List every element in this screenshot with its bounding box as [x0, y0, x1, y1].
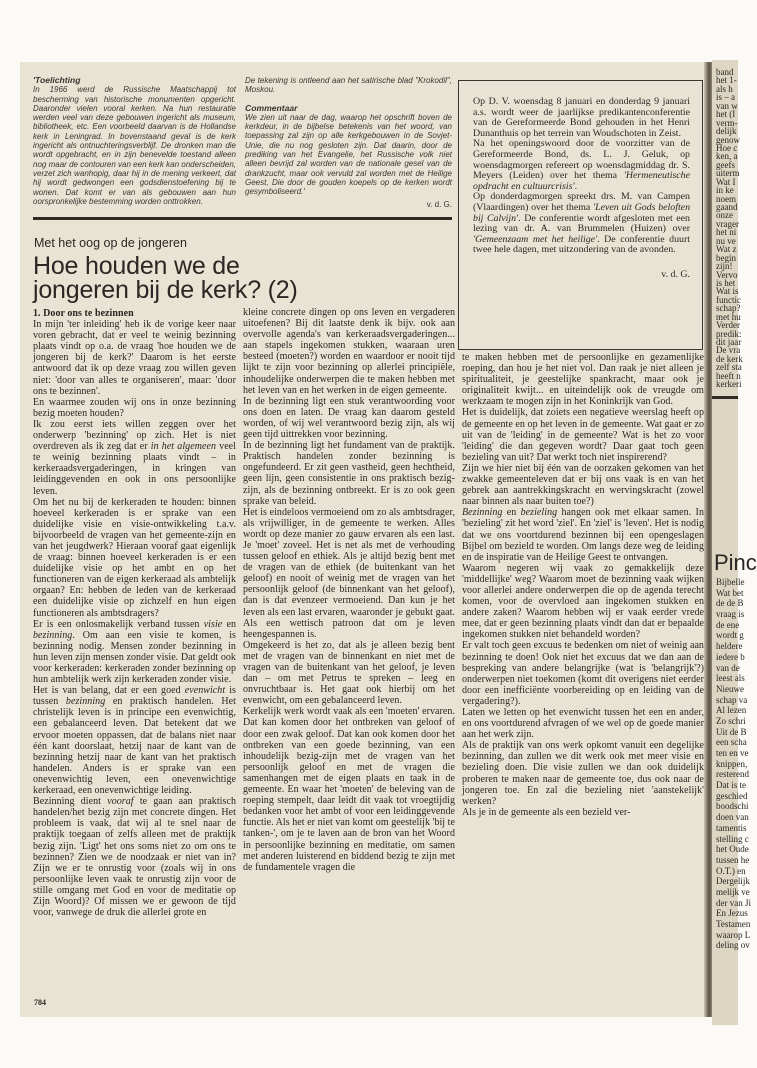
fragment-line: heeft n [716, 370, 741, 381]
fragment-line: verm- [716, 117, 738, 128]
fragment-line: vraag is [716, 609, 745, 620]
fragment-line: waarop L [716, 929, 751, 940]
section-heading: 1. Door ons te bezinnen [33, 308, 134, 319]
fragment-line: zijn! [716, 261, 733, 272]
fragment-line: vrager [716, 218, 739, 229]
fragment-line: gaand [716, 202, 738, 212]
column-body [243, 307, 455, 873]
commentary-text: We zien uit naar de dag, waarop het opschrift boven de kerkdeur, in de bijbelse betekenis van het woord, van toepassing zal zijn op alle kerkgebouwen in de Sovjet-Unie, die nu nog gesloten zijn. Dat daarin, door de prediking van het Evangelie, het Russische volk niet alleen bevrijd zal worden van de nationale gesel van de drankzucht, maar ook vervuld zal worden met de Heilige Geest, Die door de gouden koepels op de kerken wordt gesymboliseerd.' [245, 112, 452, 197]
fragment-line: met hu [716, 311, 741, 322]
fragment-line: zelf sta [716, 362, 742, 373]
fragment-line: doen van [716, 812, 749, 823]
fragment-line: tamentis [716, 822, 747, 833]
paragraph-text: . Om aan een visie te komen, is bezinning nodig. Mensen zonder bezinning in hun leven zijn mensen zonder visie. Dat geldt ook voor kerkeraden: kerkeraden zonder bezinning op hun ambtelijk werk zijn kerkeraden zonder visie. [33, 629, 236, 686]
paragraph [33, 419, 236, 497]
fragment-line: in ke [716, 185, 734, 196]
paragraph [243, 440, 455, 507]
paragraph-text: Na het openingswoord door de voorzitter van de Gereformeerde Bond, ds. L. J. Geluk, op woensdagmorgen refereert op woensdagmiddag dr. S. Meyers (Leiden) over het thema [473, 138, 690, 182]
paragraph-text: Om het nu bij de kerkeraden te houden: binnen hoeveel kerkeraden is er sprake van een duidelijke visie en visie-ontwikkeling t.a.v. bijvoorbeeld de vragen van het gemeente-zijn en van het jeugdwerk? Hieraan vooraf gaat eigenlijk de vraag: binnen hoeveel kerkeraden is er een duidelijke visie op het ambt en op het functioneren van de eigen kerkeraad als ambtelijk orgaan? En: hebben de leden van de kerkeraad een duidelijke visie op zichzelf en hun eigen functioneren als ambtsdragers? [33, 496, 236, 619]
fragment-heading: Pinc [714, 550, 757, 575]
paragraph [462, 507, 704, 562]
paragraph [462, 707, 704, 740]
paragraph-text: Omgekeerd is het zo, dat als je alleen bezig bent met de vragen van de binnenkant en niet met de vragen van de buitenkant van het geloof, je leven dan – om met Petrus te spreken – leeg en onvruchtbaar is. Het gaat ook hierbij om het evenwicht, om een gebalanceerd leven. [243, 639, 455, 707]
caption-source: De tekening is ontleend aan het satirische blad "Krokodil", Moskou. [245, 76, 452, 95]
paragraph-text: Ik zou eerst iets willen zeggen over het onderwerp 'bezinning' op zich. Het is niet overdreven als ik zeg dat er [33, 418, 236, 453]
paragraph [473, 139, 690, 192]
fragment-line: knippen, [716, 758, 748, 769]
emphasis-text: bezieling [520, 507, 558, 519]
paragraph-text: Zijn we hier niet bij één van de oorzaken gekomen van het zwakke gemeenteleven dat er bij ons vaak is en van het gebrek aan aantrekkingskracht en wervingskracht (zowel naar binnen als naar buiten toe?) [462, 462, 704, 508]
fragment-line: Wat z [716, 244, 737, 255]
fragment-line: is – a [716, 92, 735, 103]
caption-divider [33, 217, 452, 220]
paragraph-text: Laten we letten op het evenwicht tussen het een en ander, en ons voortdurend afvragen of we wel op de goede manier aan het werk zijn. [462, 707, 704, 741]
fragment-line: de de B [716, 598, 744, 609]
fragment-line: de kerk [716, 353, 743, 364]
caption-title: 'Toelichting [33, 75, 81, 85]
column-body [33, 319, 236, 918]
fragment-line: Uit de B [716, 726, 747, 737]
fragment-line: iedere b [716, 651, 745, 662]
fragment-line: Vervo [716, 269, 738, 280]
caption-signature: v. d. G. [426, 199, 452, 209]
next-page-fragment [712, 60, 757, 1025]
paragraph-text: en [222, 618, 236, 630]
paragraph-text: . De conferentie duurt twee hele dagen, met uitzondering van de avonden. [473, 233, 690, 256]
paragraph-text: In mijn 'ter inleiding' heb ik de vorige keer naar voren gebracht, dat er veel te weinig bezinning plaats vindt op o.a. de vraag 'hoe houden we de jongeren bij de kerk?' Daarom is het eerste antwoord dat ik op deze vraag zou willen geven niet: 'door van alles te organiseren', maar: 'door ons te bezinnen'. [33, 319, 236, 397]
paragraph-text: In de bezinning ligt een stuk verantwoording voor ons doen en laten. De vraag kan daarom gesteld worden, of wij wel verantwoord bezig zijn, als wij geen tijd uittrekken voor bezinning. [243, 395, 455, 441]
fragment-top-text [716, 68, 743, 389]
fragment-line: tussen he [716, 854, 750, 865]
paragraph [33, 319, 236, 397]
emphasis-text: visie [203, 618, 223, 630]
paragraph [33, 796, 236, 918]
fragment-line: boodschi [716, 801, 749, 812]
fragment-line: stelling c [716, 833, 749, 844]
fragment-line: Wat I [716, 176, 736, 187]
article-title [33, 254, 298, 302]
fragment-line: schap va [716, 694, 748, 705]
fragment-line: Nieuwe [716, 683, 744, 694]
emphasis-text: evenwicht [184, 685, 226, 697]
paragraph [462, 463, 704, 507]
fragment-line: band [716, 67, 734, 77]
paragraph-text: Bezinning dient [33, 796, 108, 808]
fragment-line: kerkeri [716, 379, 742, 390]
fragment-line: Bijbelle [716, 577, 745, 587]
page-number: 784 [34, 998, 46, 1007]
fragment-line: nu ve [716, 235, 736, 246]
paragraph [473, 192, 690, 256]
caption-commentary [245, 76, 452, 209]
fragment-line: En Jezus [716, 908, 748, 919]
fragment-line: ten en ve [716, 748, 749, 758]
fragment-line: het 1- [716, 75, 737, 86]
paragraph [462, 740, 704, 807]
fragment-line: noem [716, 193, 736, 204]
paragraph-text: en [502, 507, 521, 519]
paragraph-text: . De conferentie wordt afgesloten met een lezing van dr. A. van Brummelen (Huizen) over [473, 212, 690, 235]
conference-notice-box [458, 80, 703, 350]
fragment-line: ken, a [716, 151, 738, 162]
fragment-line: Wat is [716, 286, 739, 297]
title-line: Hoe houden we de [33, 252, 240, 280]
fragment-line: De vra [716, 345, 741, 356]
paragraph-text: . [574, 180, 578, 192]
fragment-line: onze [716, 210, 733, 221]
paragraph-text: hangen ook met elkaar samen. In 'bezieling' zit het word 'ziel'. En 'ziel' is 'leven'. Het is nodig dat we ons voortdurend bezinnen bij een opengeslagen Bijbel om bezield te worden. Om langs deze weg de leiding en de inspiratie van de Heilige Geest te ontvangen. [462, 507, 704, 563]
fragment-line: begin [716, 252, 736, 263]
article-column-2 [243, 307, 455, 873]
fragment-line: van de [716, 662, 740, 673]
paragraph-text: is tussen [33, 685, 236, 708]
paragraph-text: Op donderdagmorgen spreekt drs. M. van Campen (Vlaardingen) over het thema [473, 191, 690, 213]
fragment-line: als h [716, 83, 733, 94]
emphasis-text: in het algemeen [150, 441, 216, 453]
paragraph-text: Als de praktijk van ons werk opkomt vanuit een degelijke bezinning, dan zullen we dit werk ook met meer visie en bezieling doen. Die visie zullen we dan ook duidelijk proberen te maken naar de gemeente toe, dus ook naar de jongeren toe. En zal die bezieling niet 'aanstekelijk' werken? [462, 740, 704, 807]
fragment-line: functic [716, 294, 741, 305]
paragraph [462, 640, 704, 707]
fragment-line: schap? [716, 303, 741, 314]
paragraph-text: Als je in de gemeente als een bezield ver- [462, 806, 631, 818]
fragment-line: leest als [716, 673, 745, 684]
paragraph-text: Het is duidelijk, dat zoiets een negatieve weerslag heeft op de gemeente en op het leven in de gemeente. Wat gaat er zo uit van de 'leiding' in de gemeente? Wat is het zo voor 'leiding' die dan gegeven wordt? Daar gaat toch geen bezieling van uit? Dat werkt toch niet inspirerend? [462, 407, 704, 463]
fragment-line: delijk [716, 126, 737, 137]
paragraph [33, 497, 236, 619]
paragraph [462, 407, 704, 462]
paragraph [33, 619, 236, 686]
paragraph-text: Op D. V. woensdag 8 januari en donderdag 9 januari a.s. wordt weer de jaarlijkse predikantenconferentie van de Gereformeerde Bond gehouden in het Henri Dunanthuis op het terrein van Woudschoten in Zeist. [473, 96, 690, 139]
paragraph-text: Kerkelijk werk wordt vaak als een 'moeten' ervaren. Dat kan komen door het ontbreken van geloof of door een zwak geloof. Dat kan ook komen door het ontbreken van een goede bezinning, van een inhoudelijk bezig-zijn met de vragen van het persoonlijk geloof en met de vragen die samenhangen met de eigen plaats en taak in de gemeente. En waar het 'moeten' de beleving van de roeping stempelt, daar leidt dit vaak tot vroegtijdig bedanken voor het ambt of voor een leidinggevende functie. Als het er niet van komt om geestelijk 'bij te tanken-', om je te laven aan de bron van het Woord in persoonlijke bezinning en meditatie, om samen met anderen luisterend en biddend bezig te zijn met de fundamentele vragen die [243, 706, 456, 873]
fragment-line: Testamen [716, 919, 751, 929]
paragraph [243, 706, 455, 872]
fragment-line: van w [716, 100, 738, 111]
fragment-line: uiterm [716, 168, 740, 179]
paragraph-text: Er valt toch geen excuus te bedenken om niet of weinig aan bezinning te doen! Ook niet het excuus dat we dan aan de bespreking van andere belangrijke (wat is 'belangrijk'?) onderwerpen niet toekomen (komt dit overigens niet eerder door een inefficiënte voorbereiding op en leiding van de vergadering?). [462, 640, 704, 707]
paragraph-text: veel te weinig bezinning plaats vindt – in kerkeraadsvergaderingen, in kringen van leidinggevenden en ook in ons persoonlijke leven. [33, 441, 236, 497]
paragraph-text: te maken hebben met de persoonlijke en gezamenlijke roeping, dan hou je het niet vol. Dan raak je niet alleen je spiritualiteit, je geestelijke spankracht, maar ook je originaliteit kwijt... en uiteindelijk ook de vreugde om werkzaam te mogen zijn in het Koninkrijk van God. [462, 352, 704, 408]
commentary-title: Commentaar [245, 102, 298, 113]
paragraph [462, 352, 704, 407]
fragment-line: der van Ji [716, 897, 751, 908]
fragment-line: het ni [716, 227, 737, 238]
paragraph-text: In de bezinning ligt het fundament van de praktijk. Praktisch handelen zonder bezinning is ongefundeerd. Er zit geen vastheid, geen hechtheid, geen lijn, geen consistentie in ons praktisch bezig-zijn, als de bezinning ontbreekt. Er is zo ook geen sprake van beleid. [243, 440, 455, 507]
fragment-line: Zo schri [716, 715, 746, 726]
fragment-line: predik: [716, 328, 742, 339]
paragraph-text: Er is een onlosmakelijk verband tussen [33, 618, 204, 630]
emphasis-text: bezinning [65, 696, 106, 708]
fragment-line: Dat is te [716, 780, 746, 791]
paragraph-text: te gaan aan praktisch handelen/het bezig zijn met concrete dingen. Het probleem is vaak, dat wij al te snel naar de praktijk toegaan of zelfs alleen met de praktijk bezig zijn. 'Ligt' het ons soms niet zo om ons te bezinnen? Zien we de noodzaak er niet van in? Zijn we er te onrustig voor (zoals wij in ons persoonlijke leven vaak te onrustig zijn voor de stille omgang met God en voor de meditatie op Zijn Woord)? Of missen we er gewoon de tijd voor, vanwege de druk die allerlei grote en [33, 796, 236, 919]
title-line: jongeren bij de kerk? (2) [33, 276, 298, 304]
emphasis-text: Bezinning [462, 507, 503, 519]
caption-explanation [33, 76, 236, 206]
emphasis-text: 'Gemeenzaam met het heilige' [473, 233, 598, 245]
paragraph-text: En waarmee zouden wij ons in onze bezinning bezig moeten houden? [33, 396, 236, 419]
paragraph [243, 640, 455, 707]
notice-body [473, 97, 690, 256]
fragment-line: O.T.) en [716, 865, 746, 876]
article-column-3 [462, 352, 704, 818]
fragment-line: melijk ve [716, 886, 750, 897]
fragment-line: het (I [716, 109, 736, 120]
fragment-line: een scha [716, 737, 747, 748]
paragraph-text: Het is eindeloos vermoeiend om zo als ambtsdrager, als vrijwilliger, in de gemeente te werken. Alles wordt op deze manier zo gauw ervaren als een last. Je 'moet' zoveel. Het is net als met de verhouding tussen geloof en ethiek. Als je altijd bezig bent met de vragen van de ethiek (de buitenkant van het geloof) en nooit of weinig met de vragen van het persoonlijk geloof (de binnenkant van het geloof), dan is dat evenzeer vermoeiend. Dan kun je het leven als een last ervaren, waaronder je gebukt gaat. Als een wettisch patroon dat om je leven heengespannen is. [243, 506, 455, 640]
paragraph [462, 807, 704, 818]
fragment-line: genow [716, 134, 740, 145]
fragment-line: wordt g [716, 630, 744, 641]
fragment-line: Al lezen [716, 705, 747, 716]
article-kicker: Met het oog op de jongeren [34, 236, 187, 250]
column-body [462, 352, 704, 818]
fragment-line: geschied [716, 790, 748, 801]
fragment-line: is het [716, 277, 736, 288]
emphasis-text: bezinning [33, 629, 73, 641]
emphasis-text: 'Hermeneutische opdracht en cultuurcrisis' [473, 170, 690, 192]
paragraph [243, 507, 455, 640]
paragraph-text: Het is van belang, dat er een goed [33, 685, 185, 697]
notice-signature: v. d. G. [661, 268, 690, 280]
fragment-line: Dergelijk [716, 876, 750, 887]
emphasis-text: vooraf [107, 796, 134, 808]
article-column-1 [33, 308, 236, 918]
paragraph-text: en praktisch handelen. Het christelijk leven is in principe een evenwichtig, een gebalanceerd leven. Dat betekent dat we ervoor moeten oppassen, dat de balans niet naar één kant doorslaat, hetzij naar de kant van de bezinning hetzij naar de kant van het praktisch handelen. Anders is er sprake van een onevenwichtig leven, een onevenwichtige kerkeraad, een onevenwichtige leiding. [33, 696, 236, 797]
paragraph [462, 563, 704, 641]
fragment-divider [712, 396, 738, 399]
emphasis-text: 'Leven uit Gods beloften bij Calvijn' [473, 201, 691, 224]
fragment-line: deling ov [716, 940, 750, 951]
paragraph-text: kleine concrete dingen op ons leven en vergaderen uitoefenen? Bij dit laatste denk ik bijv. ook aan overvolle agenda's van kerkeraadsvergaderingen... aan stapels ingekomen stukken, waaraan uren besteed (moeten?) worden en waardoor er nooit tijd lijkt te zijn voor bezinning op allerlei principiële, inhoudelijke onderwerpen die te maken hebben met het leven van en het werken in de eigen gemeente. [243, 307, 455, 396]
paragraph [243, 396, 455, 440]
fragment-bottom-text [716, 577, 751, 951]
paragraph [473, 97, 690, 139]
fragment-line: Wat bet [716, 587, 744, 598]
paragraph [243, 307, 455, 396]
fragment-line: de ene [716, 619, 740, 630]
fragment-line: Verder [716, 320, 740, 331]
caption-text: In 1966 werd de Russische Maatschappij tot bescherming van historische monumenten opgericht. Daaronder vielen vooral kerken. Na hun restauratie werden veel van deze gebouwen ingericht als museum, bibliotheek, etc. Een voorbeeld daarvan is de Hollandse kerk in Leningrad. In bovenstaand geval is de kerk ingericht als ontnuchteringsverblijf. De dronken man die wordt opgebracht, en in zijn benevelde toestand alleen nog maar de contouren van een kerk kan onderscheiden, verzet zich wanhopig, daar hij in de mening verkeert, dat hij wordt gedwongen een godsdienstoefening bij te wonen. Dat komt er van als gebouwen aan hun oorspronkelijke bestemming worden onttrokken. [33, 85, 236, 206]
fragment-line: dit jaar [716, 337, 742, 347]
fragment-line: het Oude [716, 844, 749, 855]
paragraph [33, 397, 236, 419]
fragment-line: heldere [716, 641, 743, 652]
fragment-line: resterend [716, 769, 749, 780]
paragraph-text: Waarom negeren wij vaak zo gemakkelijk deze 'middellijke' weg? Waarom moet de bezinning vaak wijken voor allerlei andere onderwerpen die op de agenda terecht komen, voor de overvloed aan ingekomen stukken en andere zaken? Waarom hebben wij er vaak eerder vrede mee, dat er geen bezinning plaats vindt dan dat er bepaalde ingekomen stukken niet behandeld worden? [462, 562, 704, 641]
fragment-line: Hoe c [716, 142, 738, 153]
paragraph [33, 685, 236, 796]
fragment-line: geefs [716, 159, 735, 170]
